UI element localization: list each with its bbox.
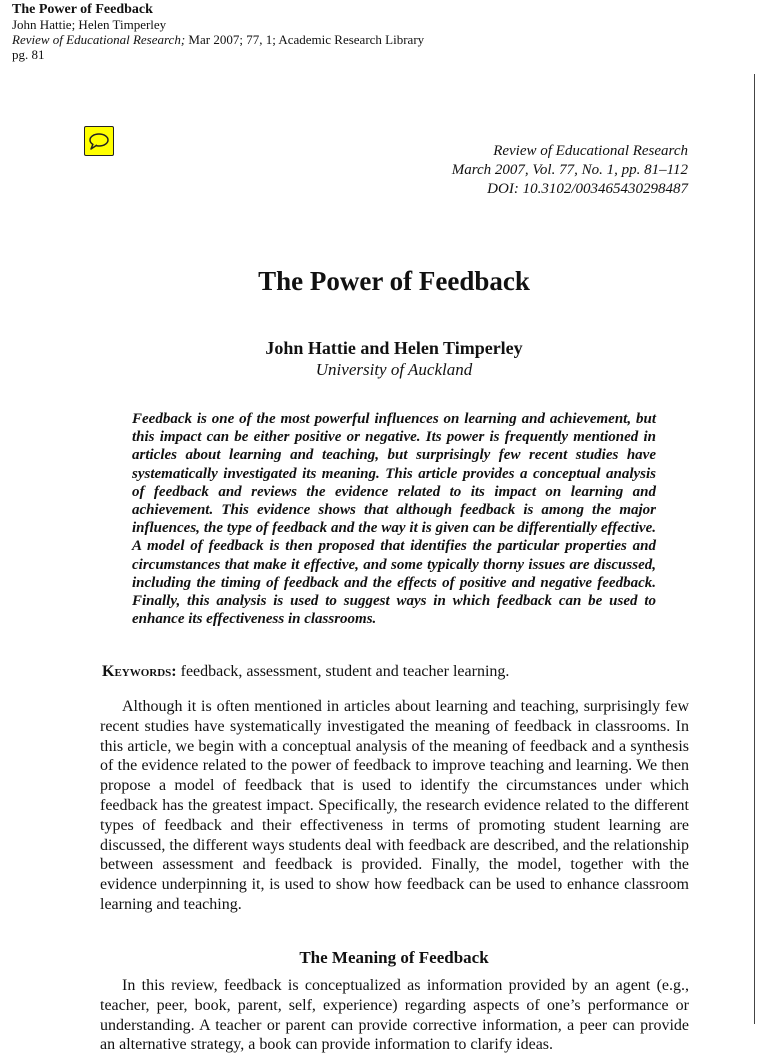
header-source: [12, 32, 424, 47]
keywords-list: feedback, assessment, student and teacher learning.: [176, 663, 510, 680]
journal-doi: DOI: 10.3102/003465430298487: [487, 181, 688, 197]
section-paragraph: In this review, feedback is conceptualized as information provided by an agent (e.g., teacher, peer, book, parent, self, experience) regarding aspects of one’s performance or understanding. A teacher or parent can provide corrective information, a peer can provide an alternative strategy, a book can provide information to clarify ideas.: [100, 977, 689, 1054]
header-page: pg. 81: [12, 47, 45, 62]
article-affiliation: University of Auckland: [315, 360, 473, 379]
journal-volume: March 2007, Vol. 77, No. 1, pp. 81–112: [451, 162, 688, 178]
keywords-label: Keywords:: [102, 663, 177, 680]
page-edge-rule: [754, 74, 755, 1024]
journal-name: Review of Educational Research: [493, 143, 688, 159]
article-abstract: Feedback is one of the most powerful influences on learning and achievement, but this impact can be either positive or negative. Its power is frequently mentioned in articles about learning and teaching, but surprisingly few recent studies have systematically investigated its meaning. This article provides a conceptual analysis of feedback and reviews the evidence related to its impact on learning and achievement. This evidence shows that although feedback is among the major influences, the type of feedback and the way it is given can be differentially effective. A model of feedback is then proposed that identifies the particular properties and circumstances that make it effective, and some typically thorny issues are discussed, including the timing of feedback and the effects of positive and negative feedback. Finally, this analysis is used to suggest ways in which feedback can be used to enhance its effectiveness in classrooms.: [132, 411, 656, 628]
section-heading: The Meaning of Feedback: [299, 948, 489, 967]
journal-citation: [452, 142, 688, 199]
article-title: The Power of Feedback: [258, 266, 530, 296]
intro-paragraph: Although it is often mentioned in articles about learning and teaching, surprisingly few recent studies have systematically investigated the meaning of feedback in classrooms. In this article, we begin with a conceptual analysis of the meaning of feedback and a synthesis of the evidence related to the power of feedback to improve teaching and learning. We then propose a model of feedback that is used to identify the circumstances under which feedback has the greatest impact. Specifically, the research evidence related to the different types of feedback and their effectiveness in terms of promoting student learning are discussed, the different ways students deal with feedback are described, and the relationship between assessment and feedback is provided. Finally, the model, together with the evidence underpinning it, is used to show how feedback can be used to enhance classroom learning and teaching.: [100, 698, 689, 913]
header-journal: Review of Educational Research;: [12, 32, 186, 47]
speech-bubble-icon: [88, 132, 110, 150]
speech-bubble-icon[interactable]: [84, 126, 114, 156]
document-header: [12, 2, 424, 62]
header-authors: John Hattie; Helen Timperley: [12, 17, 167, 32]
header-title: The Power of Feedback: [12, 2, 153, 17]
article-authors: John Hattie and Helen Timperley: [265, 338, 523, 358]
header-issue: Mar 2007; 77, 1; Academic Research Library: [185, 32, 425, 47]
keywords-line: [102, 663, 509, 681]
